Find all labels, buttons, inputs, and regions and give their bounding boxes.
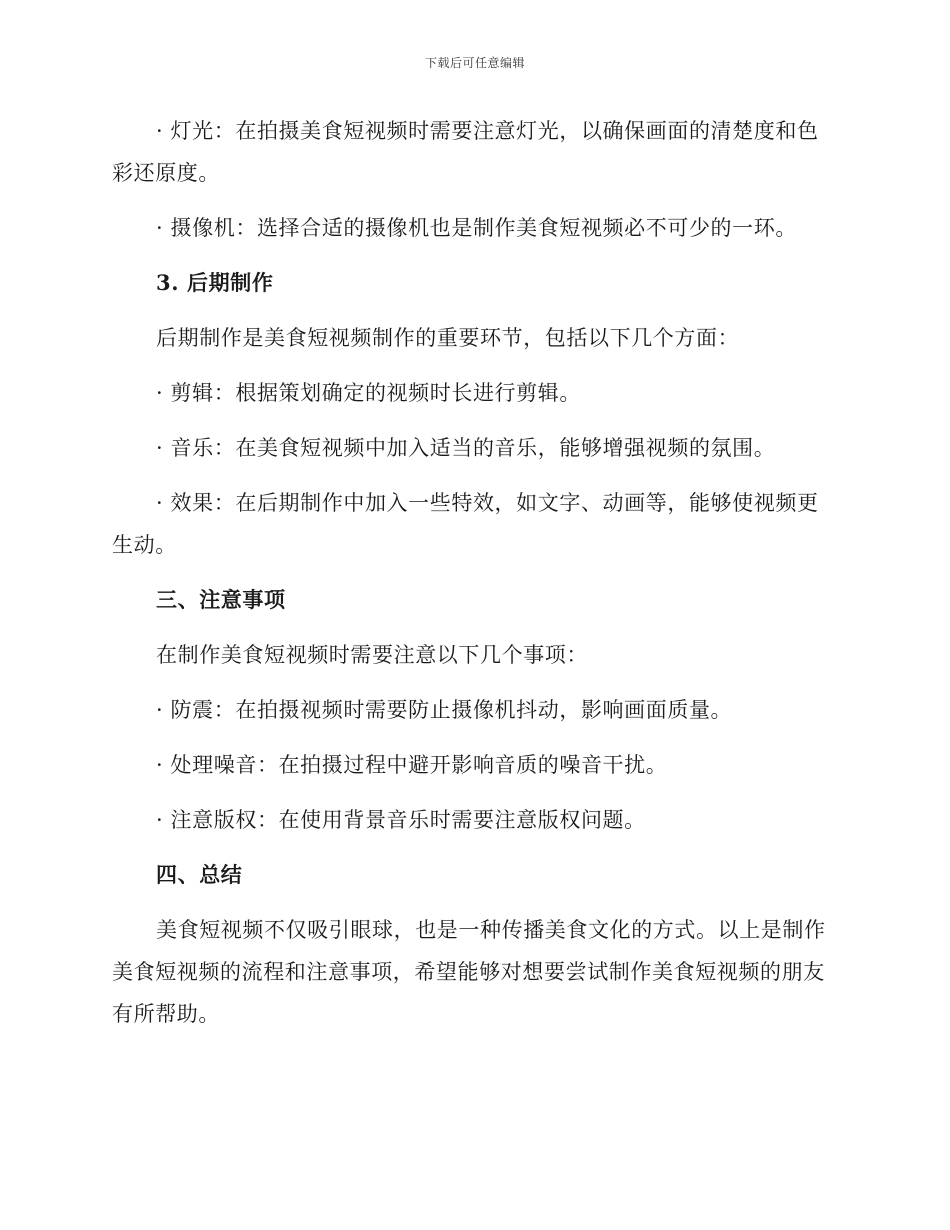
bullet-copyright: · 注意版权：在使用背景音乐时需要注意版权问题。 [156, 808, 646, 832]
heading-precautions: 三、注意事项 [156, 587, 286, 612]
bullet-stabilization: · 防震：在拍摄视频时需要防止摄像机抖动，影响画面质量。 [156, 698, 733, 722]
bullet-lighting: · 灯光：在拍摄美食短视频时需要注意灯光，以确保画面的清楚度和色彩还原度。 [112, 119, 819, 185]
precautions-intro: 在制作美食短视频时需要注意以下几个事项： [156, 643, 588, 667]
bullet-editing: · 剪辑：根据策划确定的视频时长进行剪辑。 [156, 381, 581, 405]
bullet-effects: · 效果：在后期制作中加入一些特效，如文字、动画等，能够使视频更生动。 [112, 491, 819, 557]
heading-post-production: 3. 后期制作 [156, 270, 274, 295]
post-production-intro: 后期制作是美食短视频制作的重要环节，包括以下几个方面： [156, 326, 740, 350]
summary-paragraph: 美食短视频不仅吸引眼球，也是一种传播美食文化的方式。以上是制作美食短视频的流程和注意事项，希望能够对想要尝试制作美食短视频的朋友有所帮助。 [112, 918, 826, 1026]
bullet-noise: · 处理噪音：在拍摄过程中避开影响音质的噪音干扰。 [156, 753, 668, 777]
document-body [112, 110, 828, 1035]
bullet-music: · 音乐：在美食短视频中加入适当的音乐，能够增强视频的氛围。 [156, 436, 776, 460]
page-header-note: 下载后可任意编辑 [424, 56, 525, 70]
heading-summary: 四、总结 [156, 862, 243, 887]
bullet-camera: · 摄像机：选择合适的摄像机也是制作美食短视频必不可少的一环。 [156, 216, 797, 240]
